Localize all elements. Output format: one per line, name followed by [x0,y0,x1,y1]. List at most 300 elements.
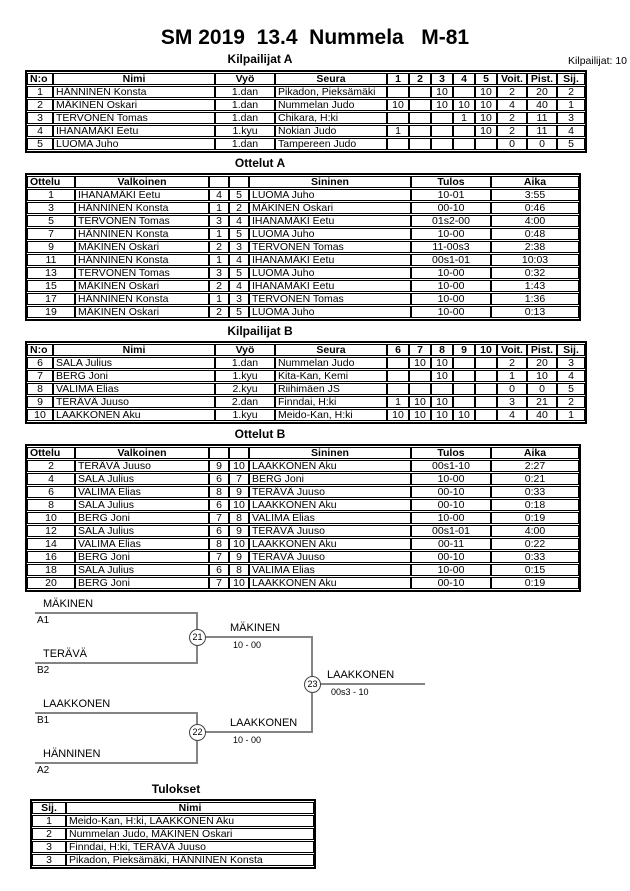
cell-wins: 3 [497,396,527,408]
cell-points: 11 [527,125,557,137]
cell-result: 10-01 [411,189,491,201]
table-row [27,99,585,111]
cell-white: TERÄVÄ Juuso [75,460,209,472]
cell-blue-no: 7 [229,473,249,485]
cell-white: HÄNNINEN Konsta [75,293,209,305]
cell-blue: LUOMA Juho [249,306,411,318]
cell-name: TERVONEN Tomas [53,112,215,124]
cell-belt: 1.kyu [215,370,275,382]
cell-score [409,112,431,124]
bracket-line [35,762,198,764]
cell-result: 10-00 [411,564,491,576]
cell-match: 16 [27,551,75,563]
table-row [27,202,579,214]
results-header [32,802,314,814]
col-place: Sij. [32,802,66,814]
cell-score: 10 [431,86,453,98]
col-round: 10 [475,344,497,356]
cell-result: 00-10 [411,499,491,511]
table-row [27,293,579,305]
bracket-line [205,731,313,733]
cell-score [475,409,497,421]
cell-white: MÄKINEN Oskari [75,241,209,253]
cell-match: 9 [27,241,75,253]
cell-white: SALA Julius [75,499,209,511]
cell-score: 10 [453,99,475,111]
col-round: 1 [387,73,409,85]
cell-blue-no: 5 [229,267,249,279]
cell-score [431,112,453,124]
cell-no: 1 [27,86,53,98]
cell-wins: 4 [497,99,527,111]
cell-score: 10 [409,409,431,421]
col-club: Seura [275,344,387,356]
cell-club: Nummelan Judo [275,99,387,111]
bracket-slot-name: TERÄVÄ [43,648,88,660]
semifinal-2-score: 10 - 00 [233,735,262,745]
competitors-a-table [25,70,587,153]
table-row [27,254,579,266]
cell-score: 10 [431,396,453,408]
competitors-count: Kilpailijat: 10 [568,55,627,67]
cell-white: SALA Julius [75,525,209,537]
page-title: SM 2019 13.4 Nummela M-81 [160,26,470,49]
cell-points: 11 [527,112,557,124]
cell-no: 6 [27,357,53,369]
cell-white-no: 4 [209,189,229,201]
col-white-no [209,447,229,459]
competitors-b-table [25,341,587,424]
cell-time: 4:00 [491,215,579,227]
cell-time: 0:13 [491,306,579,318]
cell-blue: TERVONEN Tomas [249,241,411,253]
cell-wins: 1 [497,370,527,382]
cell-result: 10-00 [411,280,491,292]
cell-no: 4 [27,125,53,137]
cell-points: 0 [527,383,557,395]
cell-match: 11 [27,254,75,266]
matches-b-table [25,444,581,592]
cell-white: SALA Julius [75,473,209,485]
cell-wins: 4 [497,409,527,421]
pool-a-heading: Kilpailijat A [227,52,293,66]
table-row [27,525,579,537]
cell-place: 2 [557,396,585,408]
cell-time: 0:33 [491,486,579,498]
cell-score [431,138,453,150]
cell-blue: IHANAMÄKI Eetu [249,280,411,292]
matches-a-body [27,189,579,318]
col-name: Nimi [53,344,215,356]
cell-white-no: 3 [209,267,229,279]
cell-match: 8 [27,499,75,511]
semifinal-2-winner: LAAKKONEN [230,717,298,729]
cell-place: 5 [557,383,585,395]
cell-white: SALA Julius [75,564,209,576]
cell-belt: 1.kyu [215,125,275,137]
cell-score [453,86,475,98]
cell-white-no: 2 [209,241,229,253]
cell-result: 00-10 [411,551,491,563]
cell-time: 4:00 [491,525,579,537]
cell-score [475,357,497,369]
cell-white-no: 1 [209,228,229,240]
cell-white: VALIMA Elias [75,486,209,498]
cell-white-no: 1 [209,202,229,214]
cell-blue-no: 5 [229,306,249,318]
cell-club: Meido-Kan, H:ki [275,409,387,421]
table-row [32,828,314,840]
cell-white-no: 6 [209,525,229,537]
cell-match: 19 [27,306,75,318]
cell-no: 2 [27,99,53,111]
cell-score: 10 [475,125,497,137]
cell-place: 3 [32,854,66,866]
cell-time: 0:46 [491,202,579,214]
cell-score [475,396,497,408]
col-round: 2 [409,73,431,85]
cell-score [387,383,409,395]
cell-white: TERVONEN Tomas [75,267,209,279]
table-row [32,815,314,827]
cell-time: 2:38 [491,241,579,253]
cell-result: 00-10 [411,577,491,589]
cell-result: 00-10 [411,202,491,214]
cell-white: BERG Joni [75,577,209,589]
col-round: 8 [431,344,453,356]
cell-place: 3 [557,357,585,369]
cell-place: 4 [557,370,585,382]
cell-score [387,86,409,98]
cell-time: 1:43 [491,280,579,292]
cell-blue: VALIMA Elias [249,512,411,524]
results-heading: Tulokset [151,782,201,796]
match-number-badge: 23 [304,676,321,693]
cell-match: 6 [27,486,75,498]
cell-match: 14 [27,538,75,550]
table-row [27,473,579,485]
table-row [27,228,579,240]
cell-place: 3 [557,112,585,124]
cell-result: 10-00 [411,228,491,240]
cell-match: 12 [27,525,75,537]
table-row [27,306,579,318]
cell-result: 11-00s3 [411,241,491,253]
cell-result: 10-00 [411,473,491,485]
table-row [27,512,579,524]
cell-result: 10-00 [411,293,491,305]
table-row [32,854,314,866]
table-row [27,267,579,279]
col-name: Nimi [66,802,314,814]
cell-place: 3 [32,841,66,853]
cell-blue: LUOMA Juho [249,267,411,279]
table-row [27,189,579,201]
cell-white-no: 9 [209,460,229,472]
cell-place: 4 [557,125,585,137]
col-white: Valkoinen [75,176,209,188]
cell-blue-no: 4 [229,254,249,266]
table-row [27,357,585,369]
cell-blue-no: 5 [229,189,249,201]
cell-wins: 2 [497,112,527,124]
cell-club: Kita-Kan, Kemi [275,370,387,382]
cell-white: VALIMA Elias [75,538,209,550]
col-match: Ottelu [27,176,75,188]
cell-score [431,125,453,137]
cell-score [409,99,431,111]
cell-name: HÄNNINEN Konsta [53,86,215,98]
competitors-b-header [27,344,585,356]
cell-blue: TERVONEN Tomas [249,293,411,305]
cell-result: 00-10 [411,486,491,498]
cell-time: 0:15 [491,564,579,576]
cell-club: Nokian Judo [275,125,387,137]
cell-points: 20 [527,357,557,369]
cell-no: 10 [27,409,53,421]
cell-white-no: 6 [209,499,229,511]
cell-name: IHANAMÄKI Eetu [53,125,215,137]
cell-time: 10:03 [491,254,579,266]
col-no: N:o [27,73,53,85]
table-row [27,460,579,472]
cell-score: 10 [431,357,453,369]
cell-white: HÄNNINEN Konsta [75,254,209,266]
bracket-line [35,662,198,664]
cell-score: 10 [475,86,497,98]
cell-wins: 2 [497,357,527,369]
cell-blue: TERÄVÄ Juuso [249,525,411,537]
cell-blue: LAAKKONEN Aku [249,460,411,472]
cell-belt: 1.dan [215,99,275,111]
cell-no: 3 [27,112,53,124]
cell-club: Tampereen Judo [275,138,387,150]
cell-match: 17 [27,293,75,305]
cell-blue-no: 10 [229,499,249,511]
cell-name: LAAKKONEN Aku [53,409,215,421]
cell-blue: LUOMA Juho [249,228,411,240]
col-blue-no [229,176,249,188]
table-row [27,551,579,563]
bracket-slot-seed: A1 [37,615,50,626]
bracket-slot-seed: A2 [37,765,50,776]
cell-score [453,396,475,408]
cell-belt: 1.dan [215,357,275,369]
cell-blue: TERÄVÄ Juuso [249,486,411,498]
table-row [27,564,579,576]
semifinal-1-winner: MÄKINEN [230,622,281,634]
cell-white-no: 8 [209,486,229,498]
cell-time: 0:19 [491,512,579,524]
cell-blue-no: 2 [229,202,249,214]
cell-place: 1 [557,99,585,111]
cell-blue-no: 3 [229,293,249,305]
cell-blue: LAAKKONEN Aku [249,538,411,550]
cell-match: 2 [27,460,75,472]
cell-score [475,370,497,382]
pool-a-header-row [25,52,627,68]
cell-name: Finndai, H:ki, TERÄVÄ Juuso [66,841,314,853]
cell-club: Finndai, H:ki [275,396,387,408]
col-points: Pist. [527,73,557,85]
cell-blue: TERÄVÄ Juuso [249,551,411,563]
cell-wins: 2 [497,86,527,98]
cell-wins: 0 [497,383,527,395]
cell-no: 8 [27,383,53,395]
cell-white: BERG Joni [75,551,209,563]
cell-score [453,357,475,369]
cell-score: 1 [453,112,475,124]
table-row [27,112,585,124]
col-points: Pist. [527,344,557,356]
cell-white-no: 3 [209,215,229,227]
col-place: Sij. [557,344,585,356]
cell-result: 10-00 [411,306,491,318]
col-round: 4 [453,73,475,85]
cell-club: Chikara, H:ki [275,112,387,124]
cell-white: BERG Joni [75,512,209,524]
table-row [27,86,585,98]
final-winner: LAAKKONEN [327,669,395,681]
cell-white-no: 7 [209,577,229,589]
bracket-line [35,712,198,714]
competitors-a-body [27,86,585,150]
cell-match: 7 [27,228,75,240]
cell-score [387,138,409,150]
col-round: 5 [475,73,497,85]
cell-blue-no: 4 [229,280,249,292]
bracket-slot-name: LAAKKONEN [43,698,111,710]
cell-belt: 1.kyu [215,409,275,421]
cell-points: 40 [527,99,557,111]
cell-blue-no: 10 [229,538,249,550]
cell-result: 00s1-10 [411,460,491,472]
cell-name: LUOMA Juho [53,138,215,150]
cell-name: TERÄVÄ Juuso [53,396,215,408]
col-blue: Sininen [249,447,411,459]
cell-place: 5 [557,138,585,150]
cell-blue-no: 8 [229,564,249,576]
col-belt: Vyö [215,344,275,356]
table-row [27,577,579,589]
col-round: 7 [409,344,431,356]
table-row [27,396,585,408]
bracket-slot-seed: B1 [37,715,50,726]
cell-white-no: 2 [209,280,229,292]
cell-time: 3:55 [491,189,579,201]
bracket-slot-seed: B2 [37,665,50,676]
matches-b-heading: Ottelut B [234,427,286,441]
cell-score: 10 [475,112,497,124]
cell-blue-no: 5 [229,228,249,240]
cell-points: 40 [527,409,557,421]
table-row [27,383,585,395]
cell-score: 1 [387,396,409,408]
cell-time: 2:27 [491,460,579,472]
cell-blue-no: 3 [229,241,249,253]
matches-a-table [25,173,581,321]
cell-blue-no: 8 [229,512,249,524]
cell-score: 10 [409,396,431,408]
cell-time: 0:19 [491,577,579,589]
col-white-no [209,176,229,188]
cell-score: 10 [431,409,453,421]
col-result: Tulos [411,447,491,459]
matches-a-header [27,176,579,188]
cell-match: 4 [27,473,75,485]
cell-score: 10 [409,357,431,369]
col-round: 3 [431,73,453,85]
final-bracket [30,596,450,778]
matches-a-heading: Ottelut A [234,156,286,170]
cell-score: 10 [387,409,409,421]
cell-club: Pikadon, Pieksämäki [275,86,387,98]
cell-white-no: 7 [209,512,229,524]
matches-b-body [27,460,579,589]
cell-time: 0:21 [491,473,579,485]
cell-white: HÄNNINEN Konsta [75,202,209,214]
cell-place: 1 [557,409,585,421]
cell-match: 13 [27,267,75,279]
cell-white-no: 6 [209,564,229,576]
cell-no: 5 [27,138,53,150]
cell-blue-no: 10 [229,577,249,589]
cell-time: 0:22 [491,538,579,550]
col-blue: Sininen [249,176,411,188]
match-number-badge: 21 [189,629,206,646]
cell-blue-no: 9 [229,525,249,537]
cell-score [387,357,409,369]
cell-score [453,138,475,150]
cell-score [409,383,431,395]
cell-name: VALIMA Elias [53,383,215,395]
table-row [27,280,579,292]
cell-white-no: 6 [209,473,229,485]
cell-score: 10 [453,409,475,421]
cell-name: Nummelan Judo, MÄKINEN Oskari [66,828,314,840]
table-row [27,215,579,227]
cell-score [387,112,409,124]
cell-name: MÄKINEN Oskari [53,99,215,111]
cell-match: 10 [27,512,75,524]
col-name: Nimi [53,73,215,85]
col-round: 6 [387,344,409,356]
col-club: Seura [275,73,387,85]
cell-belt: 1.dan [215,86,275,98]
cell-belt: 1.dan [215,112,275,124]
cell-score [475,138,497,150]
cell-time: 0:33 [491,551,579,563]
cell-white: HÄNNINEN Konsta [75,228,209,240]
col-result: Tulos [411,176,491,188]
cell-time: 0:32 [491,267,579,279]
bracket-line [35,612,198,614]
col-wins: Voit. [497,344,527,356]
table-row [27,409,585,421]
cell-score [409,86,431,98]
cell-points: 0 [527,138,557,150]
competitors-b-body [27,357,585,421]
col-belt: Vyö [215,73,275,85]
cell-belt: 2.dan [215,396,275,408]
table-row [27,486,579,498]
col-blue-no [229,447,249,459]
cell-name: Pikadon, Pieksämäki, HÄNNINEN Konsta [66,854,314,866]
cell-blue: VALIMA Elias [249,564,411,576]
cell-match: 1 [27,189,75,201]
cell-white-no: 7 [209,551,229,563]
cell-blue-no: 10 [229,460,249,472]
